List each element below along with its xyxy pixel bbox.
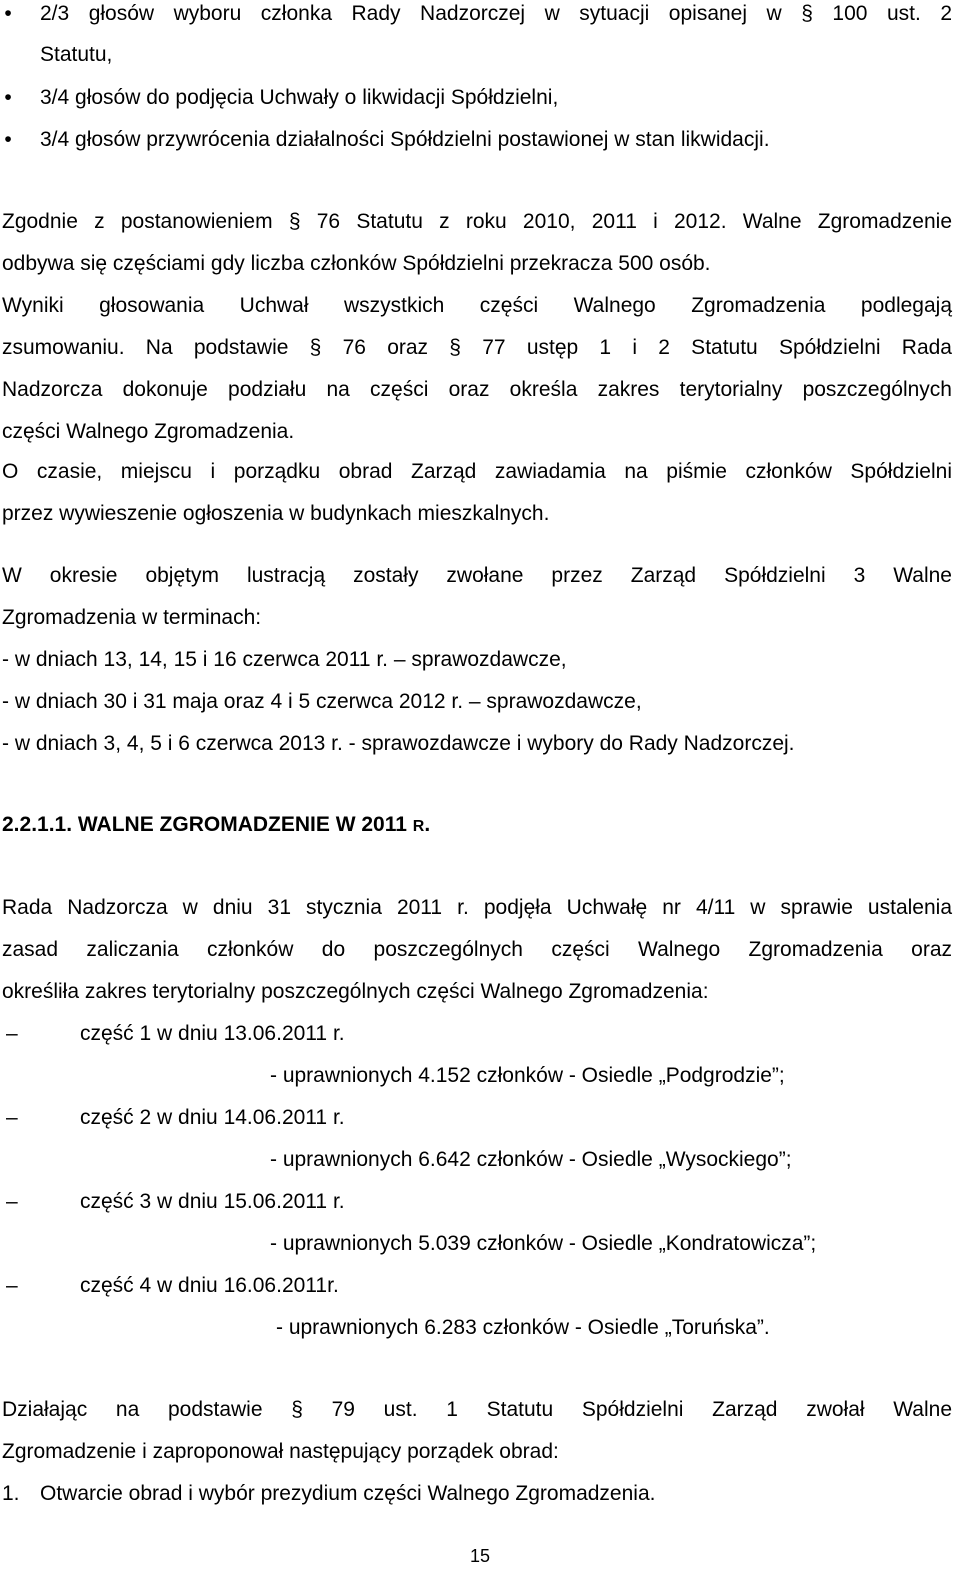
paragraph-line: Zgromadzenia w terminach: <box>2 606 262 629</box>
paragraph-line: określiła zakres terytorialny poszczególnych części Walnego Zgromadzenia: <box>2 980 709 1003</box>
dash-icon: – <box>6 1190 18 1213</box>
paragraph-line: przez wywieszenie ogłoszenia w budynkach mieszkalnych. <box>2 502 550 525</box>
part-detail: - uprawnionych 4.152 członków - Osiedle „Podgrodzie”; <box>270 1064 785 1087</box>
bullet-item-1-line-2: Statutu, <box>40 43 113 66</box>
bullet-icon: • <box>4 128 12 151</box>
meeting-date-line: - w dniach 30 i 31 maja oraz 4 i 5 czerwca 2012 r. – sprawozdawcze, <box>2 690 642 713</box>
section-heading <box>2 813 952 839</box>
bullet-item-2: 3/4 głosów do podjęcia Uchwały o likwidacji Spółdzielni, <box>40 86 559 109</box>
bullet-item-3: 3/4 głosów przywrócenia działalności Spółdzielni postawionej w stan likwidacji. <box>40 128 770 151</box>
paragraph-line: zsumowaniu. Na podstawie § 76 oraz § 77 ustęp 1 i 2 Statutu Spółdzielni Rada <box>2 336 952 359</box>
agenda-item-text: Otwarcie obrad i wybór prezydium części Walnego Zgromadzenia. <box>40 1482 656 1505</box>
section-heading-end: . <box>424 813 431 836</box>
section-heading-text: 2.2.1.1. WALNE ZGROMADZENIE W 2011 <box>2 813 413 836</box>
paragraph-line: W okresie objętym lustracją zostały zwołane przez Zarząd Spółdzielni 3 Walne <box>2 564 952 587</box>
paragraph-line: części Walnego Zgromadzenia. <box>2 420 295 443</box>
paragraph-line: Rada Nadzorcza w dniu 31 stycznia 2011 r. podjęła Uchwałę nr 4/11 w sprawie ustalenia <box>2 896 952 919</box>
paragraph-line: Zgromadzenie i zaproponował następujący porządek obrad: <box>2 1440 559 1463</box>
paragraph-line: O czasie, miejscu i porządku obrad Zarząd zawiadamia na piśmie członków Spółdzielni <box>2 460 952 483</box>
paragraph-line: Wyniki głosowania Uchwał wszystkich części Walnego Zgromadzenia podlegają <box>2 294 952 317</box>
agenda-item-number: 1. <box>2 1482 20 1505</box>
bullet-icon: • <box>4 86 12 109</box>
part-title: część 3 w dniu 15.06.2011 r. <box>80 1190 345 1213</box>
paragraph-line: Działając na podstawie § 79 ust. 1 Statutu Spółdzielni Zarząd zwołał Walne <box>2 1398 952 1421</box>
dash-icon: – <box>6 1022 18 1045</box>
paragraph-line: Nadzorcza dokonuje podziału na części oraz określa zakres terytorialny poszczególnych <box>2 378 952 401</box>
part-detail: - uprawnionych 5.039 członków - Osiedle „Kondratowicza”; <box>270 1232 817 1255</box>
part-detail: - uprawnionych 6.642 członków - Osiedle „Wysockiego”; <box>270 1148 792 1171</box>
section-heading-smallcap: R <box>412 818 425 835</box>
dash-icon: – <box>6 1106 18 1129</box>
page-number: 15 <box>469 1546 491 1566</box>
part-title: część 4 w dniu 16.06.2011r. <box>80 1274 339 1297</box>
paragraph-line: zasad zaliczania członków do poszczególnych części Walnego Zgromadzenia oraz <box>2 938 952 961</box>
bullet-item-1-line-1: 2/3 głosów wyboru członka Rady Nadzorczej w sytuacji opisanej w § 100 ust. 2 <box>40 2 952 25</box>
meeting-date-line: - w dniach 3, 4, 5 i 6 czerwca 2013 r. - sprawozdawcze i wybory do Rady Nadzorczej. <box>2 732 795 755</box>
part-detail: - uprawnionych 6.283 członków - Osiedle „Toruńska”. <box>276 1316 770 1339</box>
bullet-icon: • <box>4 2 12 25</box>
part-title: część 2 w dniu 14.06.2011 r. <box>80 1106 345 1129</box>
meeting-date-line: - w dniach 13, 14, 15 i 16 czerwca 2011 r. – sprawozdawcze, <box>2 648 567 671</box>
dash-icon: – <box>6 1274 18 1297</box>
paragraph-line: odbywa się częściami gdy liczba członków Spółdzielni przekracza 500 osób. <box>2 252 711 275</box>
part-title: część 1 w dniu 13.06.2011 r. <box>80 1022 345 1045</box>
paragraph-line: Zgodnie z postanowieniem § 76 Statutu z roku 2010, 2011 i 2012. Walne Zgromadzenie <box>2 210 952 233</box>
